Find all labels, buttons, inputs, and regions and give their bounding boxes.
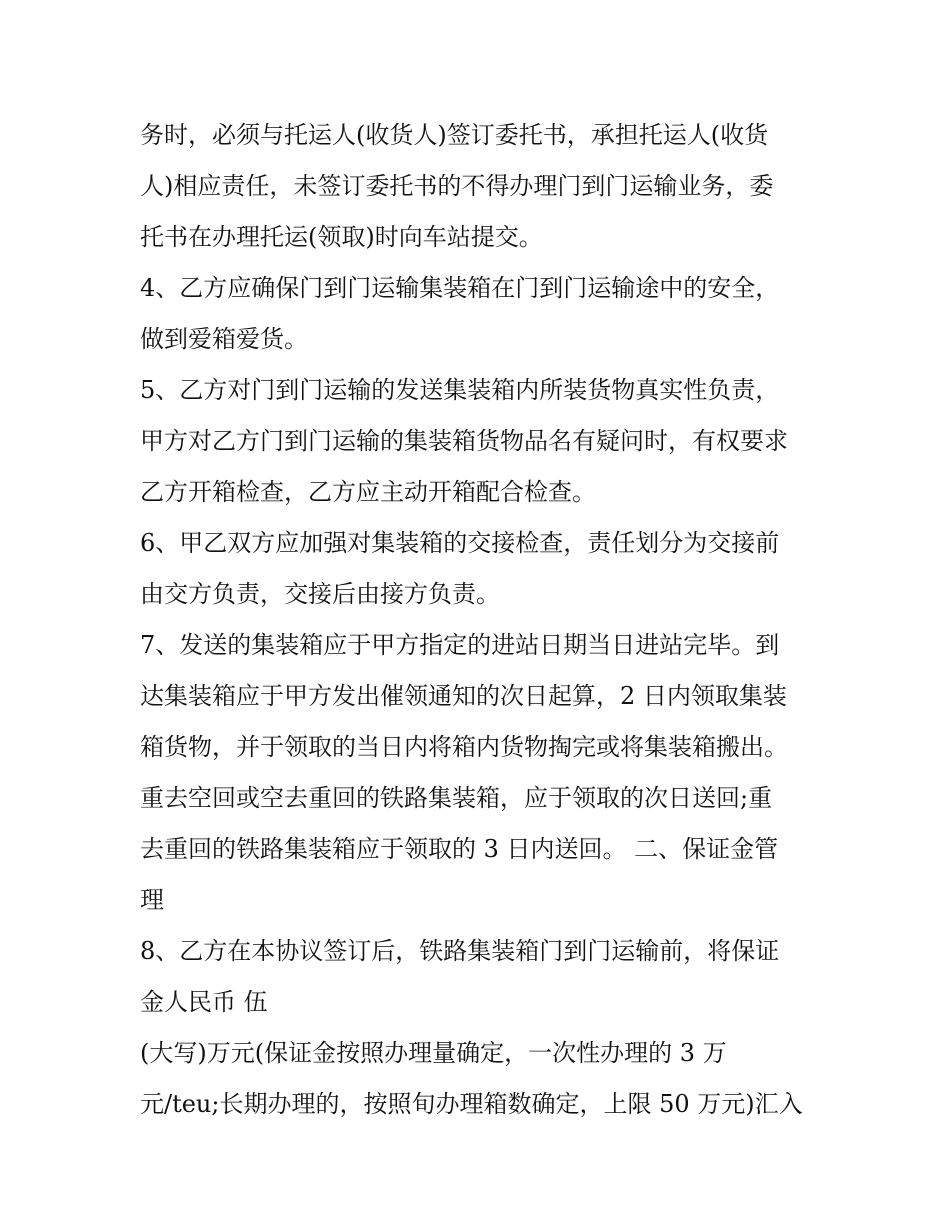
text-line: 理	[140, 886, 164, 914]
text-line: 人)相应责任，未签订委托书的不得办理门到门运输业务，委	[140, 172, 774, 200]
text-line: 托书在办理托运(领取)时向车站提交。	[140, 223, 543, 251]
contract-text	[140, 110, 830, 1130]
text-line: 4、乙方应确保门到门运输集装箱在门到门运输途中的安全，	[140, 274, 780, 302]
text-line: 去重回的铁路集装箱应于领取的 3 日内送回。 二、保证金管	[140, 835, 779, 863]
text-line: 金人民币 伍	[140, 988, 268, 1016]
text-line: 8、乙方在本协议签订后，铁路集装箱门到门运输前，将保证	[140, 937, 780, 965]
text-line: 重去空回或空去重回的铁路集装箱，应于领取的次日送回;重	[140, 784, 773, 812]
text-line: 甲方对乙方门到门运输的集装箱货物品名有疑问时，有权要求	[140, 427, 788, 455]
text-line: 5、乙方对门到门运输的发送集装箱内所装货物真实性负责，	[140, 376, 780, 404]
text-line: 达集装箱应于甲方发出催领通知的次日起算，2 日内领取集装	[140, 682, 787, 710]
text-line: 7、发送的集装箱应于甲方指定的进站日期当日进站完毕。到	[140, 631, 780, 659]
text-line: 务时，必须与托运人(收货人)签订委托书，承担托运人(收货	[140, 121, 769, 149]
text-line: 箱货物，并于领取的当日内将箱内货物掏完或将集装箱搬出。	[140, 733, 788, 761]
text-line: 乙方开箱检查，乙方应主动开箱配合检查。	[140, 478, 596, 506]
text-line: 元/teu;长期办理的，按照旬办理箱数确定，上限 50 万元)汇入	[140, 1090, 803, 1118]
text-line: (大写)万元(保证金按照办理量确定，一次性办理的 3 万	[140, 1039, 727, 1067]
text-line: 由交方负责，交接后由接方负责。	[140, 580, 500, 608]
text-line: 6、甲乙双方应加强对集装箱的交接检查，责任划分为交接前	[140, 529, 780, 557]
text-line: 做到爱箱爱货。	[140, 325, 308, 353]
